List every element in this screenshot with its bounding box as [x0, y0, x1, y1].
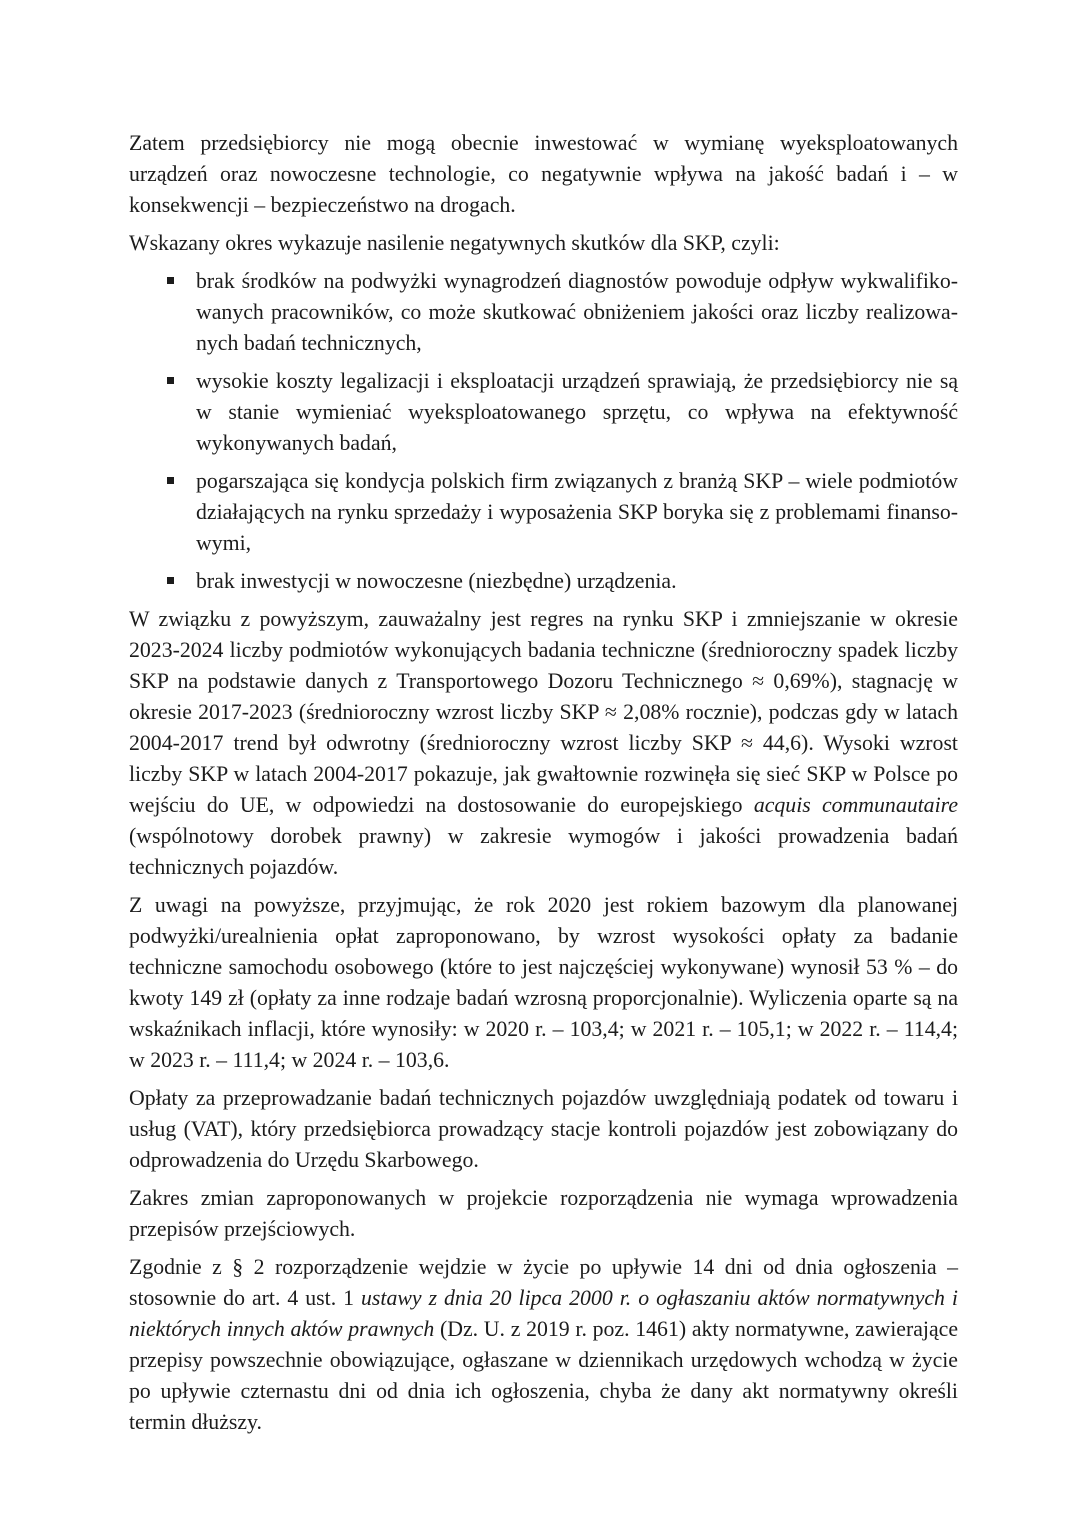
bullet-square-icon	[167, 377, 174, 384]
bullet-square-icon	[167, 477, 174, 484]
list-item	[129, 566, 958, 597]
list-item	[129, 366, 958, 459]
paragraph-5	[129, 1083, 958, 1176]
paragraph-3-text: W związku z powyższym, zauważalny jest regres na rynku SKP i zmniejszanie w okresie 2023-2024 liczby podmiotów wykonujących badania techniczne (średnioroczny spadek liczby SKP na podstawie danych z Transportowego Dozoru Technicznego ≈ 0,69%), stagnację w okresie 2017-2023 (średnioroczny wzrost liczby SKP ≈ 2,08% rocznie), podczas gdy w latach 2004-2017 trend był odwrotny (średnioroczny wzrost liczby SKP ≈ 44,6). Wysoki wzrost liczby SKP w latach 2004-2017 pokazuje, jak gwałtownie rozwinęła się sieć SKP w Polsce po wejściu do UE, w odpowiedzi na dostosowanie do europejskiego	[129, 607, 958, 817]
list-item	[129, 466, 958, 559]
paragraph-2	[129, 228, 958, 259]
paragraph-4-text: Z uwagi na powyższe, przyjmując, że rok 2020 jest rokiem bazowym dla planowanej podwyżki/urealnienia opłat zaproponowano, by wzrost wysokości opłaty za badanie techniczne samochodu osobowego (które to jest najczęściej wykonywane) wynosił 53 % – do kwoty 149 zł (opłaty za inne rodzaje badań wzrosną proporcjonalnie). Wyliczenia oparte są na wskaźnikach inflacji, które wynosiły: w 2020 r. – 103,4; w 2021 r. – 105,1; w 2022 r. – 114,4; w 2023 r. – 111,4; w 2024 r. – 103,6.	[129, 893, 958, 1072]
paragraph-3-text-after: (wspólnotowy dorobek prawny) w zakresie wymogów i jakości prowadzenia badań technicznych pojazdów.	[129, 824, 958, 879]
paragraph-6	[129, 1183, 958, 1245]
list-item-text: pogarszająca się kondycja polskich firm związanych z branżą SKP – wiele podmiotów działających na rynku sprzedaży i wyposażenia SKP boryka się z problemami finansowymi,	[196, 469, 958, 555]
list-item-text: brak środków na podwyżki wynagrodzeń diagnostów powoduje odpływ wykwalifikowanych pracowników, co może skutkować obniżeniem jakości oraz liczby realizowanych badań technicznych,	[196, 269, 958, 355]
paragraph-7-text-after: (Dz. U. z 2019 r. poz. 1461) akty normatywne, zawierające przepisy powszechnie obowiązujące, ogłaszane w dziennikach urzędowych wchodzą w życie po upływie czternastu dni od dnia ich ogłoszenia, chyba że dany akt normatywny określi termin dłuższy.	[129, 1317, 958, 1434]
bullet-square-icon	[167, 577, 174, 584]
paragraph-3-italic-phrase: acquis communautaire	[753, 793, 958, 817]
paragraph-4	[129, 890, 958, 1076]
list-item-text: brak inwestycji w nowoczesne (niezbędne) urządzenia.	[196, 569, 677, 593]
list-item	[129, 266, 958, 359]
paragraph-3	[129, 604, 958, 883]
paragraph-5-text: Opłaty za przeprowadzanie badań technicznych pojazdów uwzględniają podatek od towaru i usług (VAT), który przedsiębiorca prowadzący stacje kontroli pojazdów jest zobowiązany do odprowadzenia do Urzędu Skarbowego.	[129, 1086, 958, 1172]
paragraph-7-italic-phrase: ustawy z dnia 20 lipca 2000 r. o ogłaszaniu aktów normatywnych i niektórych innych aktów prawnych	[129, 1286, 958, 1341]
bullet-square-icon	[167, 277, 174, 284]
paragraph-7-text: Zgodnie z § 2 rozporządzenie wejdzie w życie po upływie 14 dni od dnia ogłoszenia – stosownie do art. 4 ust. 1	[129, 1255, 958, 1310]
list-item-text: wysokie koszty legalizacji i eksploatacji urządzeń sprawiają, że przedsiębiorcy nie są w stanie wymieniać wyeksploatowanego sprzętu, co wpływa na efektywność wykonywanych badań,	[196, 369, 958, 455]
paragraph-7	[129, 1252, 958, 1438]
paragraph-1-text: Zatem przedsiębiorcy nie mogą obecnie inwestować w wymianę wyeksploatowanych urządzeń oraz nowoczesne technologie, co negatywnie wpływa na jakość badań i – w konsekwencji – bezpieczeństwo na drogach.	[129, 131, 958, 217]
paragraph-6-text: Zakres zmian zaproponowanych w projekcie rozporządzenia nie wymaga wprowadzenia przepisów przejściowych.	[129, 1186, 958, 1241]
paragraph-2-text: Wskazany okres wykazuje nasilenie negatywnych skutków dla SKP, czyli:	[129, 231, 780, 255]
document-text-block	[129, 128, 958, 1445]
bullet-list	[129, 266, 958, 597]
paragraph-1	[129, 128, 958, 221]
